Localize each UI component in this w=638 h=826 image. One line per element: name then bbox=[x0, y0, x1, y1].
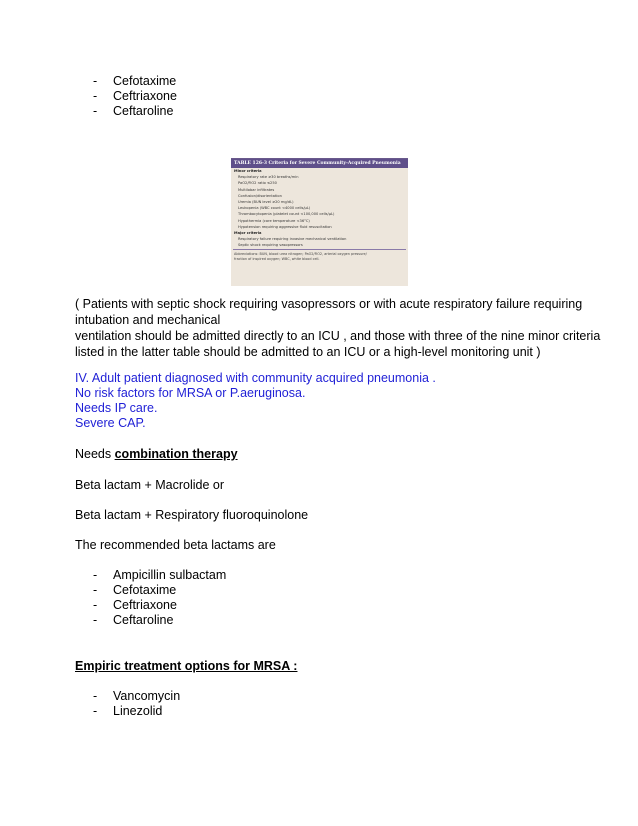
bullet-dash: - bbox=[93, 598, 98, 612]
case-summary bbox=[75, 371, 575, 431]
bullet-dash: - bbox=[93, 583, 98, 597]
case-line: No risk factors for MRSA or P.aeruginosa. bbox=[75, 386, 306, 400]
bullet-dash: - bbox=[93, 89, 98, 103]
bullet-dash: - bbox=[93, 104, 98, 118]
list-item-text: Linezolid bbox=[113, 704, 163, 718]
icu-admission-paragraph bbox=[75, 296, 601, 360]
needs-prefix: Needs bbox=[75, 447, 115, 461]
option-1-text: Beta lactam + Macrolide or bbox=[75, 478, 225, 492]
needs-line bbox=[75, 447, 575, 462]
paragraph-line: ventilation should be admitted directly to an ICU , and those with three of the nine minor criteria bbox=[75, 329, 601, 343]
list-item-text: Ceftriaxone bbox=[113, 89, 177, 103]
list-item-text: Ceftaroline bbox=[113, 613, 174, 627]
minor-criteria-heading: Minor criteria bbox=[234, 169, 262, 173]
table-title: TABLE 126-3 Criteria for Severe Community-Acquired Pneumonia bbox=[231, 159, 408, 168]
list-item-text: Cefotaxime bbox=[113, 74, 177, 88]
option-1 bbox=[75, 478, 575, 493]
list-item-text: Cefotaxime bbox=[113, 583, 177, 597]
recommended-text: The recommended beta lactams are bbox=[75, 538, 276, 552]
option-2-text: Beta lactam + Respiratory fluoroquinolone bbox=[75, 508, 309, 522]
mrsa-section bbox=[75, 659, 575, 674]
bullet-dash: - bbox=[93, 689, 98, 703]
case-line: Severe CAP. bbox=[75, 416, 146, 430]
bullet-dash: - bbox=[93, 568, 98, 582]
bullet-dash: - bbox=[93, 74, 98, 88]
table-row: Leukopenia (WBC count <4000 cells/µL) bbox=[238, 206, 311, 211]
table-row: Hypotension requiring aggressive fluid resuscitation bbox=[238, 224, 332, 229]
table-row: Confusion/disorientation bbox=[238, 193, 282, 198]
top-antibiotic-list bbox=[75, 74, 575, 119]
beta-lactam-list bbox=[75, 568, 575, 628]
table-row: Thrombocytopenia (platelet count <100,000 cells/µL) bbox=[238, 212, 335, 217]
paragraph-line: ( Patients with septic shock requiring vasopressors or with acute respiratory failure requiring bbox=[75, 297, 583, 311]
table-footnote bbox=[231, 251, 408, 263]
table-row: Respiratory failure requiring invasive mechanical ventilation bbox=[238, 237, 347, 242]
list-item bbox=[75, 583, 575, 598]
combination-therapy-label: combination therapy bbox=[114, 447, 238, 461]
table-row: Uremia (BUN level ≥20 mg/dL) bbox=[238, 199, 294, 204]
list-item bbox=[75, 89, 575, 104]
list-item bbox=[75, 598, 575, 613]
option-2 bbox=[75, 508, 575, 523]
list-item-text: Ceftriaxone bbox=[113, 598, 177, 612]
case-heading: IV. Adult patient diagnosed with community acquired pneumonia . bbox=[75, 371, 436, 385]
footnote-line: Abbreviations: BUN, blood urea nitrogen; PaO2/FiO2, arterial oxygen pressure/ bbox=[234, 252, 367, 257]
list-item-text: Vancomycin bbox=[113, 689, 181, 703]
paragraph-line: listed in the latter table should be admitted to an ICU or a high-level monitoring unit ) bbox=[75, 345, 541, 359]
table-row: PaO2/FiO2 ratio ≤250 bbox=[238, 181, 277, 186]
footnote-line: fraction of inspired oxygen; WBC, white blood cell. bbox=[234, 257, 320, 262]
table-divider bbox=[233, 249, 406, 250]
list-item-text: Ampicillin sulbactam bbox=[113, 568, 227, 582]
list-item bbox=[75, 613, 575, 628]
mrsa-list bbox=[75, 689, 575, 719]
severe-cap-criteria-table-image bbox=[231, 158, 408, 286]
mrsa-heading: Empiric treatment options for MRSA : bbox=[75, 659, 298, 673]
list-item bbox=[75, 74, 575, 89]
list-item bbox=[75, 704, 575, 719]
bullet-dash: - bbox=[93, 613, 98, 627]
table-row: Multilobar infiltrates bbox=[238, 187, 275, 192]
paragraph-line: intubation and mechanical bbox=[75, 313, 221, 327]
list-item-text: Ceftaroline bbox=[113, 104, 174, 118]
table-row: Hypothermia (core temperature <36°C) bbox=[238, 218, 310, 223]
table-row: Respiratory rate ≥30 breaths/min bbox=[238, 175, 299, 180]
case-line: Needs IP care. bbox=[75, 401, 158, 415]
table-row: Septic shock requiring vasopressors bbox=[238, 243, 303, 248]
recommended-intro bbox=[75, 538, 575, 553]
list-item bbox=[75, 568, 575, 583]
bullet-dash: - bbox=[93, 704, 98, 718]
list-item bbox=[75, 104, 575, 119]
list-item bbox=[75, 689, 575, 704]
major-criteria-heading: Major criteria bbox=[234, 230, 262, 235]
